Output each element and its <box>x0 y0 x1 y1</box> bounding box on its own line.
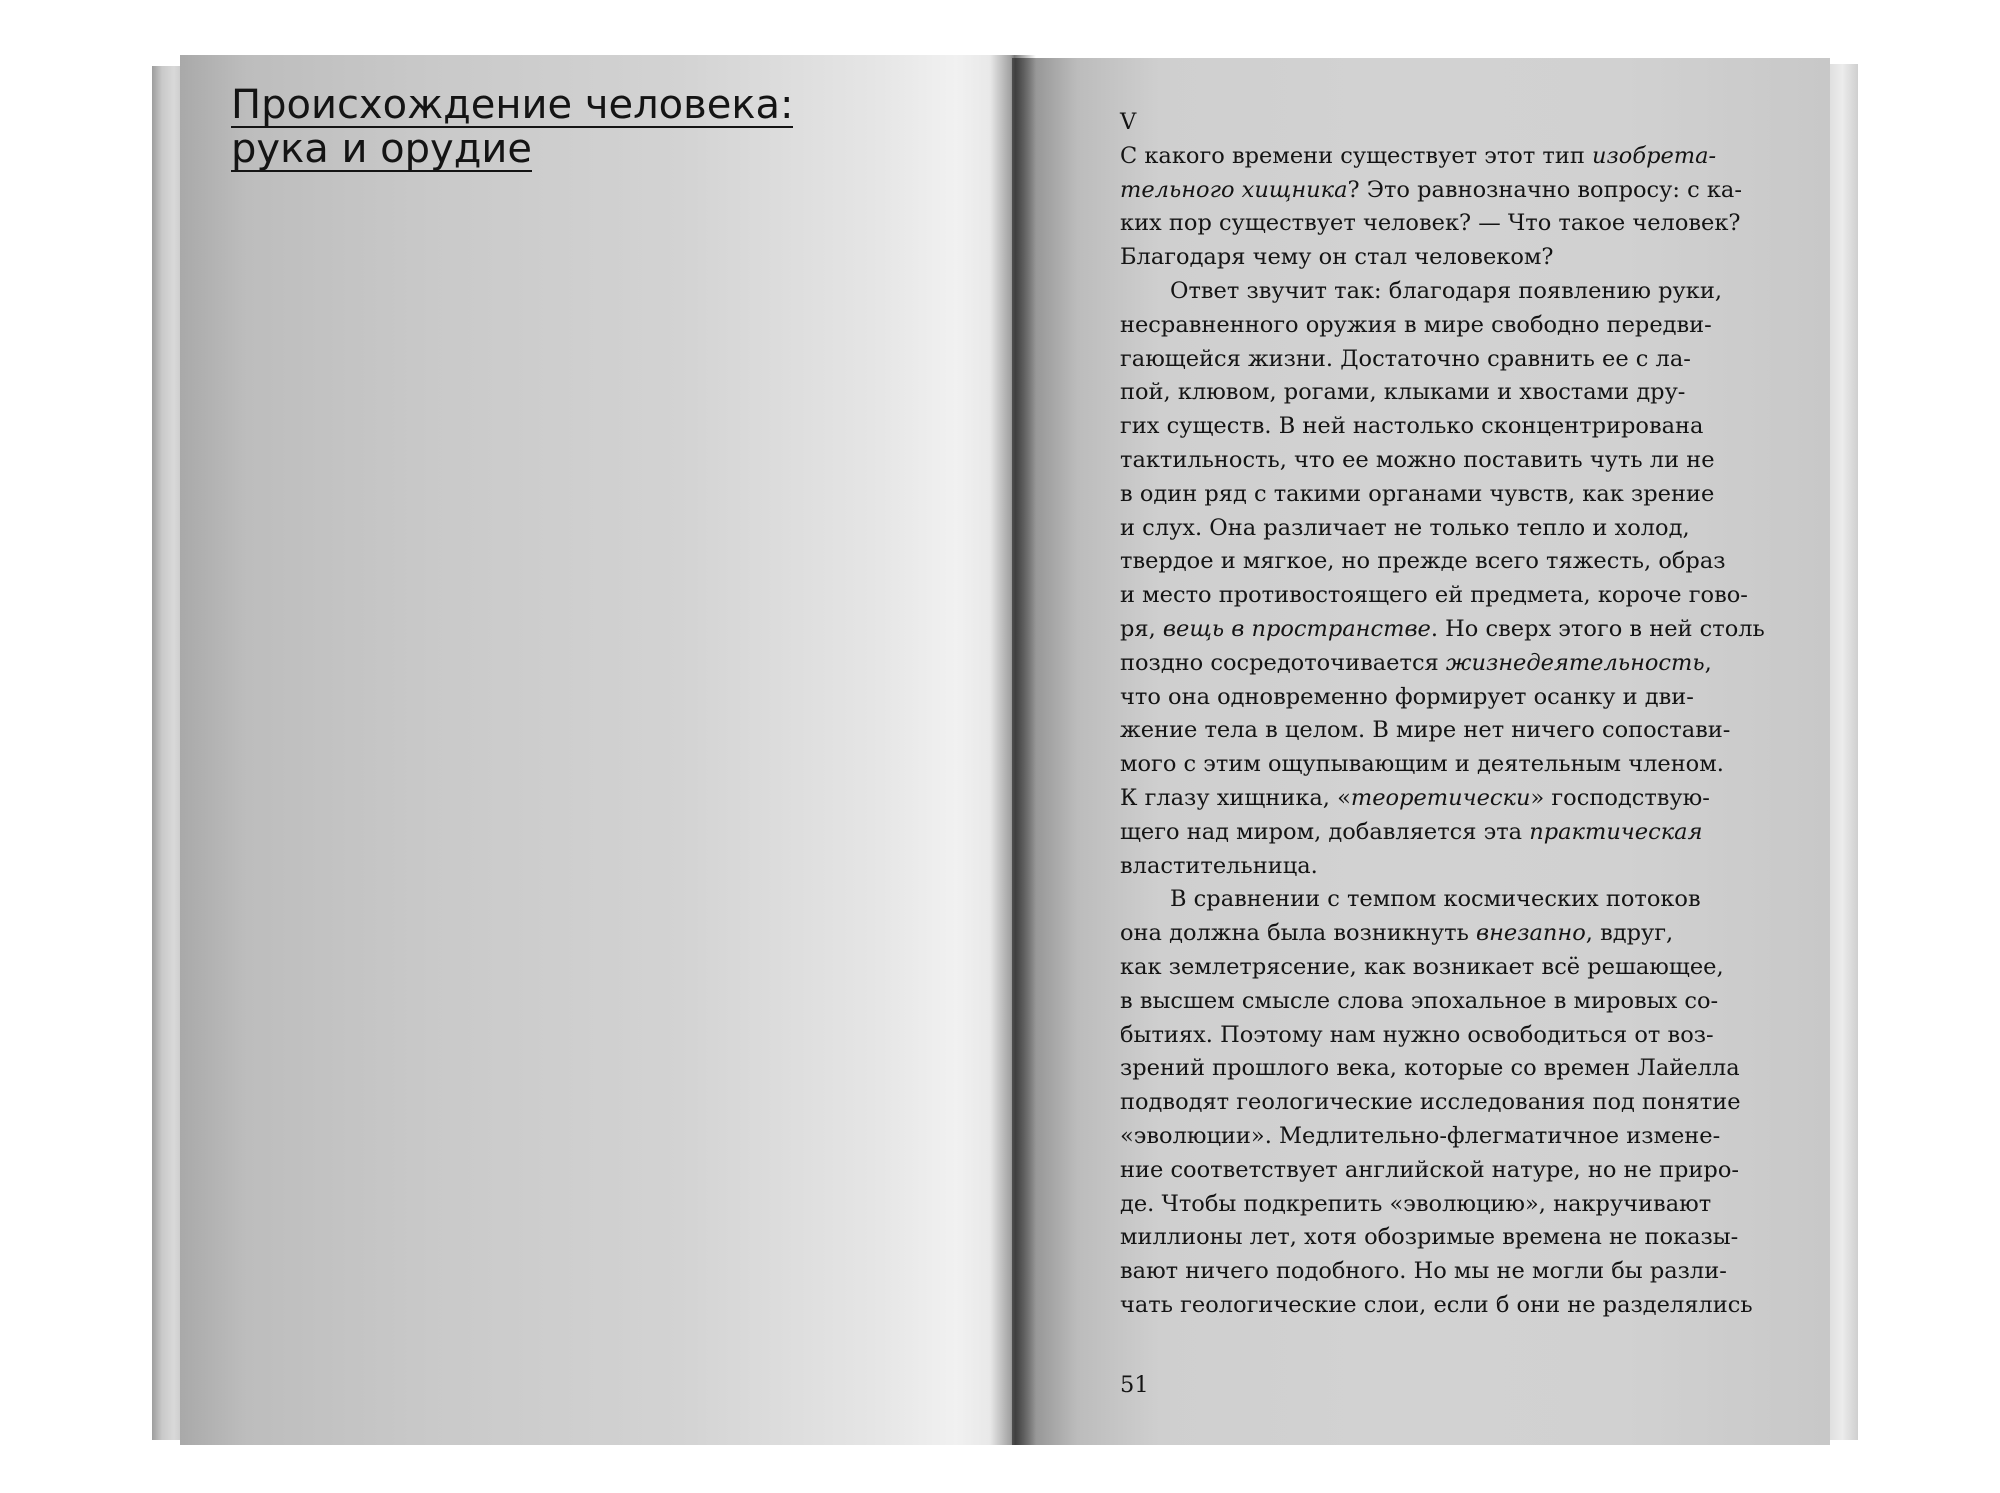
text-line: К глазу хищника, «теоретически» господствую- <box>1120 784 1710 811</box>
book-spine-gutter <box>990 55 1036 1445</box>
chapter-title-line-2: рука и орудие <box>231 126 532 172</box>
text-line: в высшем смысле слова эпохальное в мировых со- <box>1120 987 1719 1014</box>
text-line: ких пор существует человек? — Что такое человек? <box>1120 210 1741 237</box>
text-line: гающейся жизни. Достаточно сравнить ее с ла- <box>1120 345 1691 372</box>
text-line: несравненного оружия в мире свободно передви- <box>1120 311 1712 338</box>
text-line: что она одновременно формирует осанку и дви- <box>1120 683 1694 710</box>
text-line: и слух. Она различает не только тепло и холод, <box>1120 514 1690 541</box>
page-number: 51 <box>1120 1372 1149 1398</box>
text-line: поздно сосредоточивается жизнедеятельность, <box>1120 649 1712 676</box>
text-line: как землетрясение, как возникает всё решающее, <box>1120 953 1724 980</box>
text-line: тельного хищника? Это равнозначно вопросу: с ка- <box>1120 176 1742 203</box>
text-line: Благодаря чему он стал человеком? <box>1120 244 1554 271</box>
chapter-title <box>231 84 931 172</box>
text-line: миллионы лет, хотя обозримые времена не показы- <box>1120 1224 1739 1251</box>
text-line: чать геологические слои, если б они не разделялись <box>1120 1291 1753 1318</box>
text-line: ря, вещь в пространстве. Но сверх этого в ней столь <box>1120 615 1765 642</box>
text-line: мого с этим ощупывающим и деятельным членом. <box>1120 751 1724 778</box>
text-line: ние соответствует английской натуре, но не приро- <box>1120 1156 1739 1183</box>
text-line: бытиях. Поэтому нам нужно освободиться от воз- <box>1120 1021 1714 1048</box>
text-line: зрений прошлого века, которые со времен Лайелла <box>1120 1055 1740 1082</box>
text-line: в один ряд с такими органами чувств, как зрение <box>1120 480 1715 507</box>
text-line: твердое и мягкое, но прежде всего тяжесть, образ <box>1120 548 1726 575</box>
chapter-title-line-1: Происхождение человека: <box>231 82 794 128</box>
text-line: тактильность, что ее можно поставить чуть ли не <box>1120 446 1715 473</box>
text-line: и место противостоящего ей предмета, короче гово- <box>1120 582 1748 609</box>
text-line: Ответ звучит так: благодаря появлению руки, <box>1170 277 1722 304</box>
text-line: она должна была возникнуть внезапно, вдруг, <box>1120 920 1674 947</box>
left-page <box>180 55 1015 1445</box>
text-line: В сравнении с темпом космических потоков <box>1170 886 1701 913</box>
text-line: пой, клювом, рогами, клыками и хвостами дру- <box>1120 379 1686 406</box>
text-line: подводят геологические исследования под понятие <box>1120 1089 1741 1116</box>
text-line: С какого времени существует этот тип изобрета- <box>1120 142 1717 169</box>
text-line: «эволюции». Медлительно-флегматичное измене- <box>1120 1122 1721 1149</box>
text-line: жение тела в целом. В мире нет ничего сопостави- <box>1120 717 1731 744</box>
text-line: гих существ. В ней настолько сконцентрирована <box>1120 413 1704 440</box>
text-line: щего над миром, добавляется эта практическая <box>1120 818 1703 845</box>
text-line: вают ничего подобного. Но мы не могли бы разли- <box>1120 1258 1727 1285</box>
section-number: V <box>1120 109 1137 135</box>
body-text <box>1120 106 1770 1323</box>
text-line: де. Чтобы подкрепить «эволюцию», накручивают <box>1120 1190 1712 1217</box>
text-line: властительница. <box>1120 852 1318 879</box>
